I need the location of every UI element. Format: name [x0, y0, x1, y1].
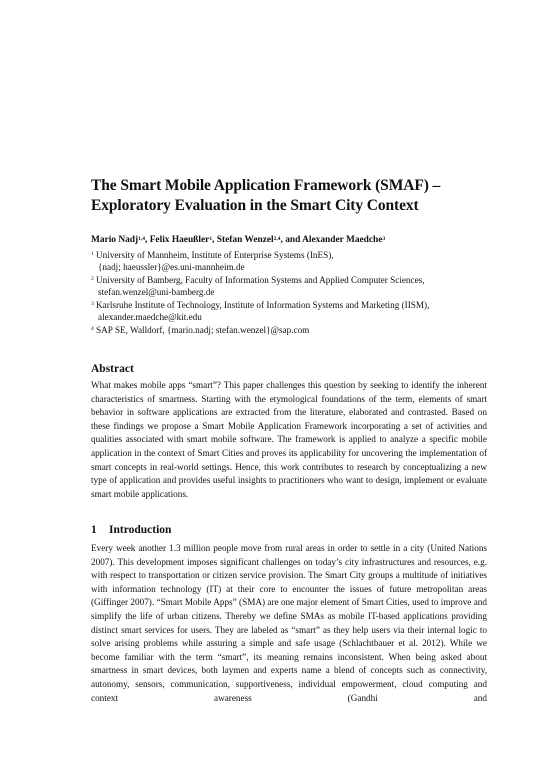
author-affiliation-mark: 1,4 — [138, 236, 146, 242]
author-name: Alexander Maedche — [302, 235, 383, 245]
author-name: Stefan Wenzel — [216, 235, 274, 245]
author-affiliation-mark: 1 — [209, 236, 213, 242]
affiliation-number: 1 — [91, 251, 94, 257]
author-name: Mario Nadj — [91, 235, 139, 245]
affiliation-email: stefan.wenzel@uni-bamberg.de — [98, 287, 215, 298]
affiliation-text: SAP SE, Walldorf, {mario.nadj; stefan.wenzel}@sap.com — [96, 324, 310, 335]
section-heading-introduction — [91, 523, 171, 537]
author-name: Felix Haeußler — [149, 235, 210, 245]
affiliation-item — [91, 299, 487, 323]
author-separator: , — [145, 235, 150, 245]
introduction-body: Every week another 1.3 million people move from rural areas in order to settle in a city (United Nations 2007). This development imposes significant challenges on today’s city infrastructures and resources, e.g. with respect to transportation or citizen service provision. The Smart City groups a multitude of initiatives with information technology (IT) at their core to encounter the issues of future metropolitan areas (Giffinger 2007). “Smart Mobile Apps” (SMA) are one major element of Smart Cities, used to improve and simplify the life of urban citizens. Thereby we define SMAs as mobile IT-based applications providing distinct smart services for users. They are labeled as “smart” as they help users via their internal logic to solve arising problems while assuring a simple and safe usage (Schlachtbauer et al. 2012). While we become familiar with the term “smart”, its meaning remains inconsistent. When being asked about smartness in smart devices, both laymen and experts name a blend of concepts such as connectivity, autonomy, sensors, communication, supportiveness, individual empowerment, cloud computing and context awareness (Gandhi and — [91, 543, 487, 703]
title-line-1: The Smart Mobile Application Framework (SMAF) – — [91, 177, 441, 194]
abstract-body: What makes mobile apps “smart”? This paper challenges this question by seeking to identify the inherent characteristics of smartness. Starting with the etymological foundations of the term, elements of smart behavior in software applications are extracted from the literature, elaborated and contrasted. Based on these findings we propose a Smart Mobile Application Framework incorporating a set of activities and qualities associated with smart mobile software. The framework is applied to analyze a specific mobile application in the context of Smart Cities and proves its applicability for uncovering the implementation of smart concepts in real-world settings. Hence, this work contributes to research by conceptualizing a new type of application and provides useful insights to practitioners who want to design, implement or evaluate smart mobile applications. — [91, 380, 487, 499]
abstract-heading: Abstract — [91, 363, 134, 375]
paper-title — [91, 176, 487, 216]
affiliation-number: 4 — [91, 325, 94, 332]
section-title: Introduction — [109, 524, 172, 536]
author-separator: , — [212, 235, 217, 245]
author-affiliation-mark: 2,4 — [273, 236, 281, 242]
affiliation-text: University of Mannheim, Institute of Enterprise Systems (InES), — [96, 250, 334, 260]
affiliation-text: Karlsruhe Institute of Technology, Institute of Information Systems and Marketing (IISM), — [96, 299, 430, 310]
section-number: 1 — [91, 524, 97, 536]
author-affiliation-mark: 3 — [382, 236, 386, 242]
affiliation-text: University of Bamberg, Faculty of Information Systems and Applied Computer Sciences, — [96, 274, 425, 285]
affiliation-email: {nadj; haeussler}@es.uni-mannheim.de — [98, 262, 245, 273]
title-line-2: Exploratory Evaluation in the Smart City Context — [91, 197, 419, 214]
affiliation-email: alexander.maedche@kit.edu — [98, 312, 202, 323]
affiliation-item — [91, 249, 487, 273]
affiliation-item — [91, 274, 487, 298]
affiliation-item — [91, 324, 487, 336]
author-list — [91, 234, 487, 246]
author-separator: , and — [280, 235, 303, 245]
affiliation-number: 2 — [91, 275, 94, 282]
affiliation-list — [91, 249, 487, 336]
affiliation-number: 3 — [91, 300, 94, 307]
